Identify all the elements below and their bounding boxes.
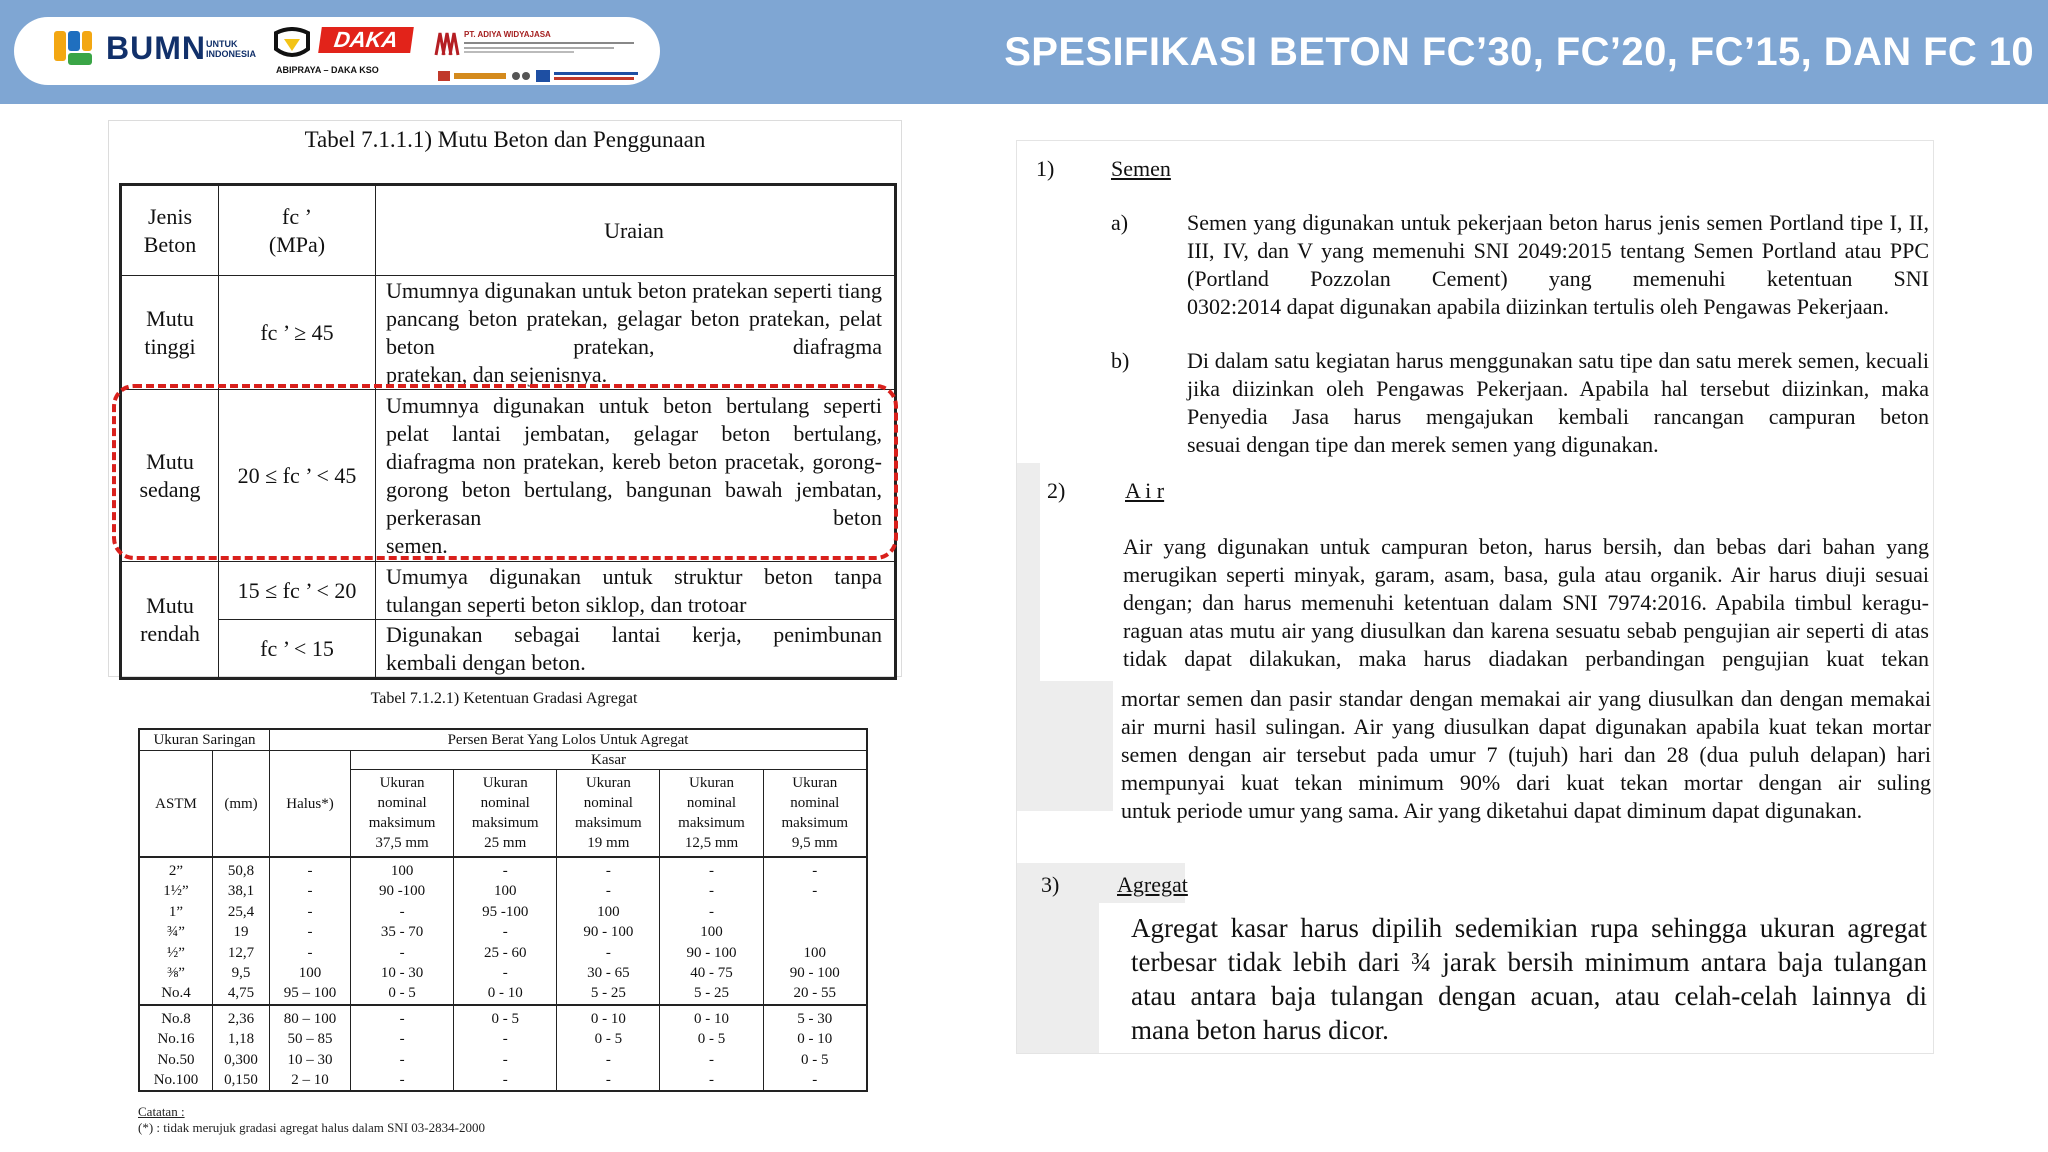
gradation-value: 0,300 xyxy=(224,1051,258,1068)
gradation-value: 10 - 30 xyxy=(380,964,424,981)
grade-name: Mutu rendah xyxy=(121,562,219,679)
gradation-value: - xyxy=(502,863,508,879)
gradation-value: No.16 xyxy=(157,1031,195,1048)
header-bar xyxy=(0,0,2048,104)
page-title: SPESIFIKASI BETON FC’30, FC’20, FC’15, DAN FC 10 xyxy=(1004,30,2034,74)
gradation-group-1 xyxy=(139,857,867,1005)
item-label: a) xyxy=(1111,210,1129,235)
gradation-value: - xyxy=(708,883,714,900)
grade-name: Mutu sedang xyxy=(121,390,219,562)
gradation-column-cell xyxy=(270,857,351,1005)
table-row xyxy=(121,620,896,679)
sponsor-logos xyxy=(14,17,660,85)
gradation-column-cell xyxy=(213,857,270,1005)
section-heading-air: A i r xyxy=(1125,478,1165,503)
gradation-value: 20 - 55 xyxy=(793,985,837,1002)
gradation-value: 2 – 10 xyxy=(291,1071,329,1088)
gradation-column-cell xyxy=(454,1005,557,1092)
gradation-value: - xyxy=(307,903,313,920)
gradation-column-cell xyxy=(557,857,660,1005)
subheader-cell: Ukuran nominal maksimum 12,5 mm xyxy=(660,770,763,858)
paragraph-air: Air yang digunakan untuk campuran beton, harus bersih, dan bebas dari bahan yang merugikan seperti minyak, garam, asam, basa, gula atau organik. Air harus diuji sesuai dengan; dan harus memenuhi ketentuan dalam SNI 7974:2016. Apabila timbul keragu-raguan atas mutu air yang diusulkan dan karena sesuatu sebab pengujian air seperti di atas tidak dapat dilakukan, maka harus diadakan perbandingan pengujian kuat tekan xyxy=(1123,534,1929,671)
gradation-value: 50 – 85 xyxy=(287,1031,333,1048)
gradation-value: 1” xyxy=(168,903,184,920)
gradation-value: - xyxy=(307,883,313,900)
table2-note xyxy=(138,1104,485,1136)
company-address-lines xyxy=(464,41,640,53)
gradation-value: 90 - 100 xyxy=(686,944,737,961)
gradation-value: 38,1 xyxy=(227,883,255,900)
gradation-value: 80 – 100 xyxy=(283,1010,337,1027)
header-jenis-beton: Jenis Beton xyxy=(121,185,219,276)
scan-margin-shade xyxy=(1017,463,1040,681)
header-mm: (mm) xyxy=(213,751,270,858)
gradation-value: No.100 xyxy=(153,1071,199,1088)
gradation-value: - xyxy=(502,964,508,981)
gradation-value: 0 - 10 xyxy=(590,1010,626,1027)
gradation-value: - xyxy=(708,903,714,920)
paragraph-agregat: Agregat kasar harus dipilih sedemikian rupa sehingga ukuran agregat terbesar tidak lebih dari ¾ jarak bersih minimum antara baja tulangan atau antara baja tulangan dengan acuan, atau celah-celah lainnya di mana beton harus dicor. xyxy=(1131,913,1927,1045)
gradation-column-cell xyxy=(557,1005,660,1092)
note-text: (*) : tidak merujuk gradasi agregat halus dalam SNI 03-2834-2000 xyxy=(138,1120,485,1135)
header-kasar: Kasar xyxy=(351,751,868,770)
paragraph-air-2: mortar semen dan pasir standar dengan memakai air yang diusulkan dan dengan memakai air murni hasil sulingan. Air yang diusulkan dapat digunakan apabila kuat tekan mortar semen dengan air tersebut pada umur 7 (tujuh) hari dan 28 (dua puluh delapan) hari mempunyai kuat tekan minimum 90% dari kuat tekan mortar dengan air suling untuk periode umur yang sama. Air yang diketahui dapat diminum dapat digunakan. xyxy=(1121,686,1931,823)
adiya-widyajasa-logo-icon xyxy=(434,29,460,57)
gradation-value: 90 -100 xyxy=(378,883,426,900)
gradation-value: 12,7 xyxy=(227,944,255,961)
table1-caption: Tabel 7.1.1.1) Mutu Beton dan Penggunaan xyxy=(304,127,706,152)
gradation-value: 100 xyxy=(597,903,620,920)
gradation-value: 0 - 5 xyxy=(594,1031,623,1048)
fc-range: fc ’ < 15 xyxy=(219,620,376,679)
grade-usage: Umumya digunakan untuk struktur beton tanpa tulangan seperti beton siklop, dan trotoar xyxy=(376,562,896,620)
table-header-row xyxy=(139,751,867,770)
gradation-value: No.8 xyxy=(161,1010,191,1027)
table-header-row xyxy=(139,729,867,751)
gradation-value: - xyxy=(605,1071,611,1088)
gradation-value: 5 - 30 xyxy=(797,1010,833,1027)
header-fc: fc ’ (MPa) xyxy=(219,185,376,276)
note-title: Catatan : xyxy=(138,1104,185,1119)
subheader-cell: Ukuran nominal maksimum 25 mm xyxy=(454,770,557,858)
grade-usage: Umumnya digunakan untuk beton pratekan seperti tiang pancang beton pratekan, gelagar beton pratekan, pelat beton pratekan, diafragma pratekan, dan sejenisnya. xyxy=(376,276,896,390)
gradation-value: - xyxy=(502,1051,508,1068)
gradation-column-cell xyxy=(660,857,763,1005)
gradation-value: - xyxy=(399,944,405,961)
section-number: 1) xyxy=(1036,156,1055,181)
gradation-value: ⅜” xyxy=(167,964,185,981)
gradation-value: 1½” xyxy=(163,883,189,900)
gradation-column-cell xyxy=(351,1005,454,1092)
section-number: 3) xyxy=(1041,872,1060,897)
gradation-value: 90 - 100 xyxy=(789,964,840,981)
abipraya-logo-icon xyxy=(272,27,312,61)
gradation-column-cell xyxy=(270,1005,351,1092)
gradation-value: 0 - 5 xyxy=(388,985,416,1002)
daka-logo: DAKA xyxy=(318,27,414,53)
gradation-value xyxy=(764,902,866,922)
gradation-value: 5 - 25 xyxy=(693,985,729,1002)
gradation-value: 100 xyxy=(298,964,322,981)
gradation-value: 9,5 xyxy=(231,964,251,981)
gradation-value: - xyxy=(502,1031,508,1048)
gradation-value: - xyxy=(399,1031,405,1048)
gradation-value: 0,150 xyxy=(224,1071,258,1088)
gradation-value: - xyxy=(502,1071,508,1088)
bumn-wordmark: BUMN xyxy=(106,30,206,66)
table-header-row xyxy=(121,185,896,276)
gradation-value: ¾” xyxy=(167,924,185,941)
table-row xyxy=(121,276,896,390)
gradation-value: 40 - 75 xyxy=(690,964,733,981)
gradation-value: - xyxy=(605,883,611,900)
gradation-value: - xyxy=(307,924,313,941)
gradation-value: No.4 xyxy=(161,985,191,1002)
gradation-value: 1,18 xyxy=(227,1031,255,1048)
gradation-value: - xyxy=(812,883,818,900)
gradation-value: 95 -100 xyxy=(482,903,529,920)
gradation-column-cell xyxy=(763,1005,867,1092)
gradation-value: 2,36 xyxy=(227,1010,255,1027)
gradation-column-cell xyxy=(351,857,454,1005)
paragraph-semen-a: Semen yang digunakan untuk pekerjaan beton harus jenis semen Portland tipe I, II, III, IV, dan V yang memenuhi SNI 2049:2015 tentang Semen Portland atau PPC (Portland Pozzolan Cement) yang memenuhi ketentuan SNI 0302:2014 dapat digunakan apabila diizinkan tertulis oleh Pengawas Pekerjaan. xyxy=(1187,210,1929,319)
gradation-value: - xyxy=(399,1010,405,1027)
gradation-value: 95 – 100 xyxy=(283,985,337,1002)
section-heading-semen: Semen xyxy=(1111,156,1171,181)
subheader-cell: Ukuran nominal maksimum 37,5 mm xyxy=(351,770,454,858)
gradation-value: - xyxy=(307,863,313,879)
header-persen-berat: Persen Berat Yang Lolos Untuk Agregat xyxy=(270,729,868,751)
grade-name: Mutu tinggi xyxy=(121,276,219,390)
gradation-value: - xyxy=(502,924,508,941)
gradation-value: - xyxy=(399,903,405,920)
item-label: b) xyxy=(1111,348,1130,373)
gradation-value: 0 - 10 xyxy=(693,1010,729,1027)
gradation-value: 0 - 5 xyxy=(801,1051,829,1068)
gradation-value: ½” xyxy=(167,944,185,961)
gradation-value: - xyxy=(307,944,313,961)
fc-range: fc ’ ≥ 45 xyxy=(219,276,376,390)
section-heading-agregat: Agregat xyxy=(1117,872,1188,897)
header-ukuran-saringan: Ukuran Saringan xyxy=(139,729,270,751)
kso-caption: ABIPRAYA – DAKA KSO xyxy=(276,65,379,75)
gradation-value: 0 - 10 xyxy=(797,1031,833,1048)
subheader-cell: Ukuran nominal maksimum 9,5 mm xyxy=(763,770,867,858)
gradation-value: 30 - 65 xyxy=(587,964,630,981)
partner-logos-strip xyxy=(438,67,640,83)
gradation-value: 100 xyxy=(700,924,723,941)
gradation-value: 90 - 100 xyxy=(583,924,634,941)
gradation-value: - xyxy=(708,863,714,879)
gradation-value: - xyxy=(812,863,818,879)
gradation-column-cell xyxy=(139,857,213,1005)
bumn-tagline: UNTUK INDONESIA xyxy=(206,39,257,59)
table2-caption: Tabel 7.1.2.1) Ketentuan Gradasi Agregat xyxy=(370,690,638,707)
fc-range: 20 ≤ fc ’ < 45 xyxy=(219,390,376,562)
gradation-value: 4,75 xyxy=(227,985,255,1002)
scan-margin-shade xyxy=(1017,681,1113,811)
gradation-value: 5 - 25 xyxy=(590,985,626,1002)
scan-margin-shade xyxy=(1017,903,1099,1053)
gradation-value: 100 xyxy=(803,944,827,961)
adiya-widyajasa-name: PT. ADIYA WIDYAJASA xyxy=(464,30,551,39)
header-uraian: Uraian xyxy=(376,185,896,276)
gradation-value: 0 - 5 xyxy=(491,1010,519,1027)
gradation-value: - xyxy=(399,1051,405,1068)
section-number: 2) xyxy=(1047,478,1066,503)
gradation-value xyxy=(764,922,866,942)
gradation-value: 0 - 5 xyxy=(697,1031,726,1048)
gradation-value: 10 – 30 xyxy=(287,1051,333,1068)
gradation-column-cell xyxy=(660,1005,763,1092)
gradation-value: 100 xyxy=(390,863,414,879)
gradation-value: - xyxy=(812,1071,818,1088)
gradation-value: - xyxy=(708,1051,714,1068)
gradation-value: - xyxy=(399,1071,405,1088)
material-spec-document xyxy=(1016,140,1934,1054)
gradation-value: 35 - 70 xyxy=(380,924,424,941)
gradation-value: No.50 xyxy=(157,1051,195,1068)
gradation-column-cell xyxy=(454,857,557,1005)
gradation-value: 50,8 xyxy=(227,863,255,879)
gradation-value: 2” xyxy=(168,863,184,879)
gradation-value: 100 xyxy=(493,883,517,900)
table-row xyxy=(121,562,896,620)
header-astm: ASTM xyxy=(139,751,213,858)
gradation-value: 19 xyxy=(233,924,249,941)
bumn-logo-icon xyxy=(52,27,96,71)
gradation-column-cell xyxy=(213,1005,270,1092)
highlight-dashed-box xyxy=(112,384,898,560)
gradation-value: 25,4 xyxy=(227,903,255,920)
gradation-column-cell xyxy=(763,857,867,1005)
gradation-value: 0 - 10 xyxy=(487,985,523,1002)
header-halus: Halus*) xyxy=(270,751,351,858)
gradation-value: - xyxy=(605,944,611,961)
fc-range: 15 ≤ fc ’ < 20 xyxy=(219,562,376,620)
gradation-value: - xyxy=(605,863,611,879)
paragraph-semen-b: Di dalam satu kegiatan harus menggunakan satu tipe dan satu merek semen, kecuali jika diizinkan oleh Pengawas Pekerjaan. Apabila hal tersebut diizinkan, maka Penyedia Jasa harus mengajukan kembali rancangan campuran beton sesuai dengan tipe dan merek semen yang digunakan. xyxy=(1187,348,1929,457)
subheader-cell: Ukuran nominal maksimum 19 mm xyxy=(557,770,660,858)
gradation-column-cell xyxy=(139,1005,213,1092)
gradation-value: - xyxy=(605,1051,611,1068)
aggregate-gradation-table xyxy=(138,728,868,1092)
gradation-value: - xyxy=(708,1071,714,1088)
gradation-group-2 xyxy=(139,1005,867,1092)
grade-usage: Digunakan sebagai lantai kerja, penimbunan kembali dengan beton. xyxy=(376,620,896,679)
gradation-value: 25 - 60 xyxy=(483,944,527,961)
grade-usage: Umumnya digunakan untuk beton bertulang seperti pelat lantai jembatan, gelagar beton bertulang, diafragma non pratekan, kereb beton pracetak, gorong-gorong beton bertulang, bangunan bawah jembatan, perkerasan beton semen. xyxy=(376,390,896,562)
